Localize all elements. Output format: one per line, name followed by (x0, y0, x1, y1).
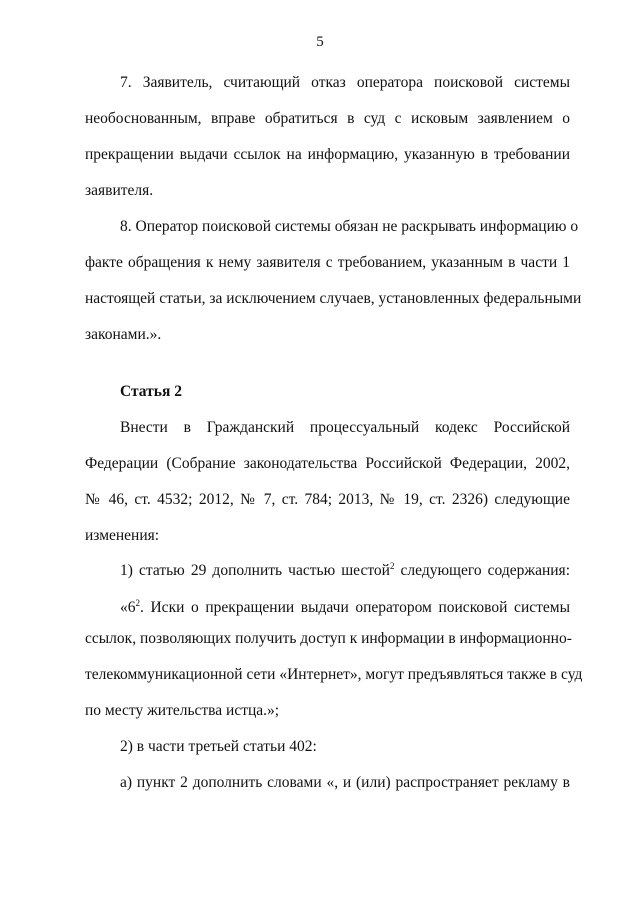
text-line: изменения: (85, 527, 160, 544)
text-line: настоящей статьи, за исключением случаев, установленных федеральными (85, 290, 582, 307)
page-number: 5 (316, 34, 324, 50)
text-line: телекоммуникационной сети «Интернет», могут предъявляться также в суд (85, 666, 583, 683)
superscript: 2 (135, 598, 140, 608)
text-line: Внести в Гражданский процессуальный кодекс Российской (120, 419, 570, 436)
text-line: Федерации (Собрание законодательства Российской Федерации, 2002, (85, 455, 570, 472)
text-line: 8. Оператор поисковой системы обязан не раскрывать информацию о (120, 218, 579, 235)
text-segment: следующего содержания: (394, 562, 570, 580)
text-line (120, 593, 570, 618)
text-segment: 1) статью 29 дополнить частью шестой (120, 562, 390, 580)
text-line: № 46, ст. 4532; 2012, № 7, ст. 784; 2013, № 19, ст. 2326) следующие (85, 491, 570, 508)
text-line: а) пункт 2 дополнить словами «, и (или) распространяет рекламу в (120, 774, 570, 791)
text-line: заявителя. (85, 182, 154, 199)
text-line: 2) в части третьей статьи 402: (120, 738, 317, 755)
superscript: 2 (389, 561, 395, 571)
text-line: 7. Заявитель, считающий отказ оператора поисковой системы (120, 74, 570, 91)
text-line: ссылок, позволяющих получить доступ к информации в информационно- (85, 630, 572, 647)
text-line: необоснованным, вправе обратиться в суд с исковым заявлением о (85, 110, 570, 127)
text-segment: . Иски о прекращении выдачи оператором поисковой системы (140, 599, 570, 617)
article-heading: Статья 2 (120, 383, 182, 400)
text-line: по месту жительства истца.»; (85, 702, 280, 719)
text-segment: «6 (120, 599, 136, 617)
text-line: факте обращения к нему заявителя с требованием, указанным в части 1 (85, 254, 570, 271)
text-line (120, 556, 570, 581)
text-line: прекращении выдачи ссылок на информацию, указанную в требовании (85, 146, 570, 163)
text-line: законами.». (85, 326, 162, 343)
